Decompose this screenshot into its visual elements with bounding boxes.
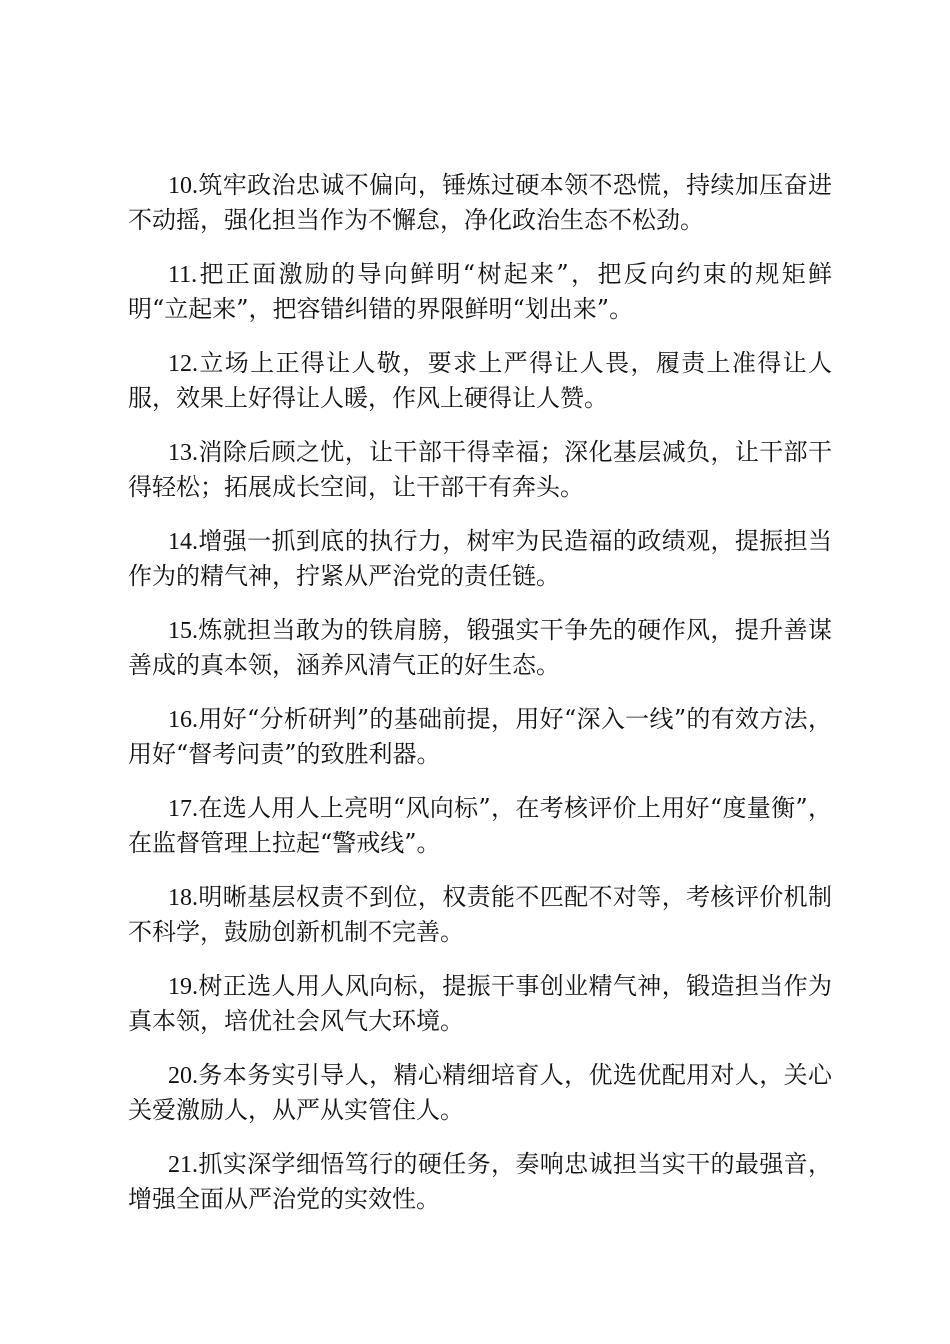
paragraph-18 bbox=[128, 880, 832, 949]
paragraph-15 bbox=[128, 613, 832, 682]
paragraph-text: 抓实深学细悟笃行的硬任务，奏响忠诚担当实干的最强音，增强全面从严治党的实效性。 bbox=[128, 1150, 832, 1213]
paragraph-13 bbox=[128, 435, 832, 504]
paragraph-text: 树正选人用人风向标，提振干事创业精气神，锻造担当作为真本领，培优社会风气大环境。 bbox=[128, 972, 832, 1035]
paragraph-text: 消除后顾之忧，让干部干得幸福；深化基层减负，让干部干得轻松；拓展成长空间，让干部干有奔头。 bbox=[128, 438, 832, 501]
paragraph-number: 17. bbox=[168, 796, 198, 822]
paragraph-text: 筑牢政治忠诚不偏向，锤炼过硬本领不恐慌，持续加压奋进不动摇，强化担当作为不懈怠，净化政治生态不松劲。 bbox=[128, 171, 832, 234]
paragraph-text: 立场上正得让人敬，要求上严得让人畏，履责上准得让人服，效果上好得让人暖，作风上硬得让人赞。 bbox=[128, 349, 832, 412]
paragraph-number: 11. bbox=[168, 262, 198, 288]
paragraph-number: 14. bbox=[168, 529, 198, 555]
paragraph-text: 把正面激励的导向鲜明“树起来”，把反向约束的规矩鲜明“立起来”，把容错纠错的界限鲜明“划出来”。 bbox=[128, 260, 832, 323]
paragraph-number: 15. bbox=[168, 618, 198, 644]
paragraph-number: 13. bbox=[168, 440, 198, 466]
paragraph-12 bbox=[128, 346, 832, 415]
paragraph-14 bbox=[128, 524, 832, 593]
paragraph-19 bbox=[128, 969, 832, 1038]
paragraph-text: 用好“分析研判”的基础前提，用好“深入一线”的有效方法，用好“督考问责”的致胜利器。 bbox=[128, 705, 832, 768]
paragraph-text: 明晰基层权责不到位，权责能不匹配不对等，考核评价机制不科学，鼓励创新机制不完善。 bbox=[128, 883, 832, 946]
paragraph-number: 16. bbox=[168, 707, 198, 733]
paragraph-10 bbox=[128, 168, 832, 237]
paragraph-number: 12. bbox=[168, 351, 198, 377]
paragraph-number: 20. bbox=[168, 1063, 198, 1089]
document-body bbox=[128, 168, 832, 1216]
paragraph-number: 21. bbox=[168, 1152, 198, 1178]
paragraph-text: 增强一抓到底的执行力，树牢为民造福的政绩观，提振担当作为的精气神，拧紧从严治党的责任链。 bbox=[128, 527, 832, 590]
paragraph-text: 炼就担当敢为的铁肩膀，锻强实干争先的硬作风，提升善谋善成的真本领，涵养风清气正的好生态。 bbox=[128, 616, 832, 679]
paragraph-number: 18. bbox=[168, 885, 198, 911]
paragraph-number: 19. bbox=[168, 974, 198, 1000]
paragraph-16 bbox=[128, 702, 832, 771]
paragraph-text: 在选人用人上亮明“风向标”，在考核评价上用好“度量衡”，在监督管理上拉起“警戒线”。 bbox=[128, 794, 832, 857]
paragraph-21 bbox=[128, 1147, 832, 1216]
paragraph-number: 10. bbox=[168, 173, 198, 199]
paragraph-17 bbox=[128, 791, 832, 860]
paragraph-11 bbox=[128, 257, 832, 326]
paragraph-20 bbox=[128, 1058, 832, 1127]
paragraph-text: 务本务实引导人，精心精细培育人，优选优配用对人，关心关爱激励人，从严从实管住人。 bbox=[128, 1061, 832, 1124]
